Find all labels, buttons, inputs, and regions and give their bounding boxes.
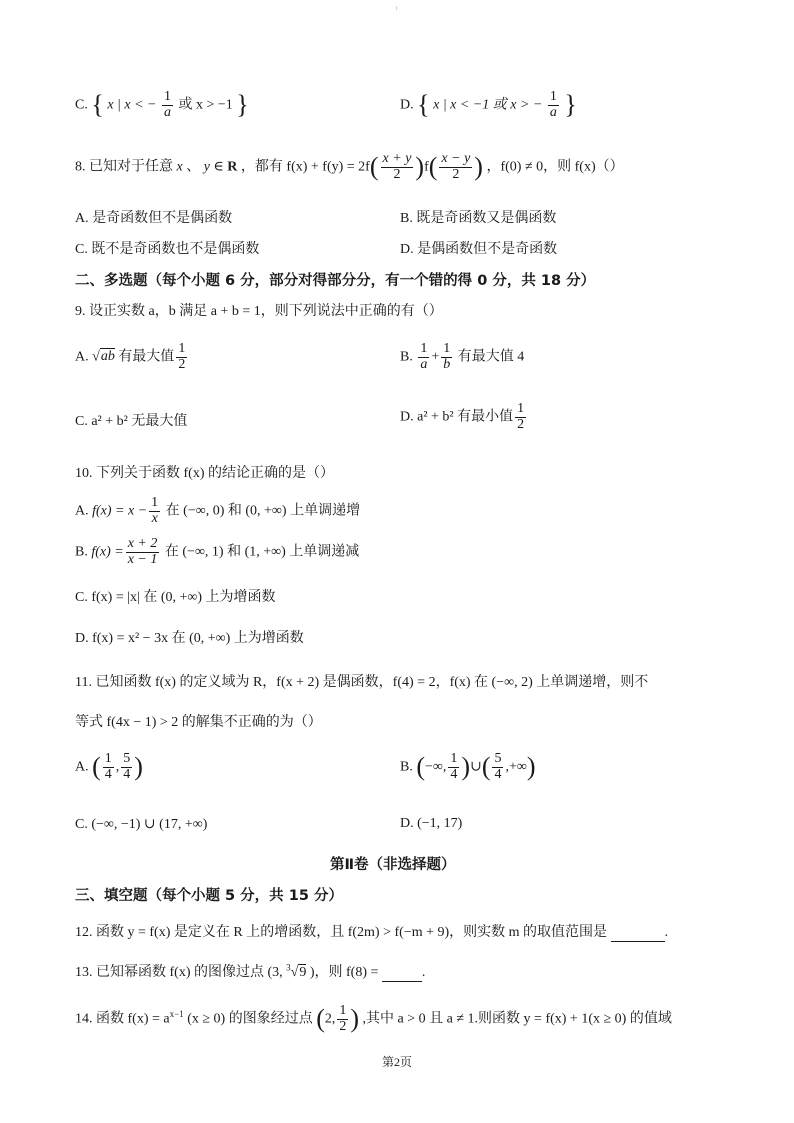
q11-option-b[interactable] [400, 752, 536, 782]
q13-radicand: 9 [299, 965, 307, 980]
paren-close: ) [474, 152, 483, 182]
q11-b-frac-2: $\frac{5}{4}$ [494, 751, 502, 782]
q8-stem-x: x [176, 159, 183, 175]
q9-d-text: a² + b² 有最小值 [417, 409, 514, 425]
q9-b-plus: + [431, 349, 440, 365]
q9-d-label: D. [400, 409, 414, 425]
q7-c-label: C. [75, 97, 88, 113]
q12-end: . [664, 925, 669, 940]
q13-text-a: 13. 已知幂函数 f(x) 的图像过点 (3, [75, 965, 283, 980]
q14 [75, 1004, 672, 1034]
section-2-heading: 二、多选题（每个小题 6 分，部分对得部分分，有一个错的得 0 分，共 18 分） [75, 273, 596, 289]
q14-sup: x−1 [169, 1008, 184, 1019]
q11-b-a: −∞, [425, 759, 447, 775]
q11-b-b: ,+∞ [505, 759, 527, 775]
q10-a-frac: $\frac{1}{x}$ [151, 495, 159, 526]
q10-option-a[interactable] [75, 496, 360, 526]
brace-open: { [417, 90, 430, 120]
paren-close: ) [461, 752, 471, 782]
q10-a-text: 在 (−∞, 0) 和 (0, +∞) 上单调递增 [165, 503, 361, 519]
q9-option-d[interactable] [400, 402, 528, 432]
q7-c-expr-a: x | x < − [107, 97, 157, 113]
q9-stem: 9. 设正实数 a，b 满足 a + b = 1，则下列说法中正确的有（） [75, 304, 443, 319]
brace-open: { [91, 90, 104, 120]
paren-open: ( [92, 752, 101, 782]
q9-c-label: C. [75, 414, 88, 429]
q10-a-label: A. [75, 503, 89, 519]
paren-close: ) [415, 152, 425, 182]
q9-a-text: 有最大值 [118, 349, 175, 365]
q11-a-frac-1: $\frac{1}{4}$ [104, 751, 112, 782]
q8-stem-d: f [424, 159, 429, 175]
q12 [75, 921, 668, 942]
q10-a-expr: f(x) = x − [92, 503, 148, 519]
q11-a-comma: , [115, 759, 120, 775]
section-3-heading: 三、填空题（每个小题 5 分，共 15 分） [75, 888, 343, 904]
q8-stem-b: 、 [186, 159, 201, 175]
q11-b-label: B. [400, 759, 413, 775]
brace-close: } [236, 90, 249, 120]
part-2-title: 第Ⅱ卷（非选择题） [330, 857, 456, 873]
q9-b-frac-2: $\frac{1}{b}$ [443, 341, 451, 372]
q8-frac-2: $\frac{x - y}{2}$ [441, 151, 471, 182]
q8-stem-R: R [227, 159, 238, 175]
q7-d-frac: $\frac{1}{a}$ [549, 89, 557, 120]
q7-c-expr-b: 或 x > −1 [178, 97, 233, 113]
q8-option-d[interactable]: D. 是偶函数但不是奇函数 [400, 242, 558, 257]
q9-a-label: A. [75, 349, 89, 365]
q9-c-text: a² + b² 无最大值 [91, 414, 188, 429]
q10-option-c[interactable]: C. f(x) = |x| 在 (0, +∞) 上为增函数 [75, 590, 276, 605]
paren-close: ) [350, 1004, 360, 1034]
q9-a-frac: $\frac{1}{2}$ [178, 341, 186, 372]
q12-text: 12. 函数 y = f(x) 是定义在 R 上的增函数，且 f(2m) > f(−m + 9)，则实数 m 的取值范围是 [75, 925, 608, 940]
q13-root-index: 3 [286, 962, 291, 973]
q11-stem-line1: 11. 已知函数 f(x) 的定义域为 R，f(x + 2) 是偶函数，f(4) = 2，f(x) 在 (−∞, 2) 上单调递增，则不 [75, 675, 649, 690]
paren-open: ( [481, 752, 491, 782]
paren-close: ) [134, 752, 143, 782]
q8-stem-y: y ∈ [203, 159, 228, 175]
q13-answer-blank[interactable] [382, 965, 422, 982]
q10-b-label: B. [75, 544, 88, 560]
q10-option-d[interactable]: D. f(x) = x² − 3x 在 (0, +∞) 上为增函数 [75, 631, 304, 646]
q11-option-d[interactable]: D. (−1, 17) [400, 816, 463, 831]
q11-a-frac-2: $\frac{5}{4}$ [123, 751, 131, 782]
q7-c-frac: $\frac{1}{a}$ [164, 89, 171, 120]
q8-num: 8. [75, 159, 86, 175]
q11-option-c[interactable]: C. (−∞, −1) ∪ (17, +∞) [75, 817, 208, 832]
q11-a-label: A. [75, 759, 89, 775]
q11-b-union: ∪ [470, 759, 482, 775]
q11-option-a[interactable] [75, 752, 143, 782]
q7-d-label: D. [400, 97, 414, 113]
q13-text-b: )，则 f(8) = [309, 965, 379, 980]
paren-open: ( [369, 152, 379, 182]
q8-stem-e: ，f(0) ≠ 0，则 f(x)（） [486, 159, 624, 175]
q10-option-b[interactable] [75, 537, 359, 567]
q9-d-frac: $\frac{1}{2}$ [517, 401, 525, 432]
q8-option-a[interactable]: A. 是奇函数但不是偶函数 [75, 211, 233, 226]
page-footer: 第2页 [382, 1055, 413, 1069]
paren-open: ( [428, 152, 438, 182]
q9-b-frac-1: $\frac{1}{a}$ [420, 341, 428, 372]
q14-pt-frac: $\frac{1}{2}$ [339, 1003, 347, 1034]
q14-pt-a: 2, [324, 1011, 336, 1027]
q9-b-label: B. [400, 349, 413, 365]
q10-b-expr: f(x) = [91, 544, 124, 560]
q13 [75, 961, 425, 982]
q8-stem-a: 已知对于任意 [89, 159, 173, 175]
paren-open: ( [416, 752, 426, 782]
q9-option-a[interactable] [75, 342, 189, 372]
q7-d-expr-a: x | x < −1 或 x > − [433, 97, 543, 113]
sqrt-sign: √ [92, 349, 100, 365]
q14-text-c: ,其中 a > 0 且 a ≠ 1.则函数 y = f(x) + 1(x ≥ 0) 的值域 [362, 1011, 672, 1027]
q9-b-text: 有最大值 4 [457, 349, 525, 365]
q10-b-frac: $\frac{x + 2}{x - 1}$ [127, 536, 158, 567]
q9-option-b[interactable] [400, 342, 524, 372]
q9-a-sqrt: ab [100, 349, 115, 365]
q7-option-c[interactable] [75, 90, 249, 120]
q12-answer-blank[interactable] [611, 925, 665, 942]
brace-close: } [564, 90, 577, 120]
q10-b-text: 在 (−∞, 1) 和 (1, +∞) 上单调递减 [164, 544, 360, 560]
q8-option-b[interactable]: B. 既是奇函数又是偶函数 [400, 211, 557, 226]
q14-text-b: (x ≥ 0) 的图象经过点 [187, 1011, 313, 1027]
top-mark: i [396, 6, 398, 12]
q8-stem-c: ，都有 f(x) + f(y) = 2f [240, 159, 370, 175]
q10-stem: 10. 下列关于函数 f(x) 的结论正确的是（） [75, 466, 334, 481]
q14-text-a: 14. 函数 f(x) = a [75, 1011, 170, 1027]
q7-option-d[interactable] [400, 90, 577, 120]
q8-option-c[interactable]: C. 既不是奇函数也不是偶函数 [75, 242, 260, 257]
q11-stem-line2: 等式 f(4x − 1) > 2 的解集不正确的为（） [75, 715, 322, 730]
q8-frac-1: $\frac{x + y}{2}$ [382, 151, 412, 182]
q9-option-c[interactable] [75, 410, 187, 430]
sqrt-sign: √ [290, 965, 299, 980]
q13-end: . [421, 965, 426, 980]
paren-open: ( [316, 1004, 325, 1034]
paren-close: ) [526, 752, 536, 782]
q8-stem [75, 152, 624, 182]
q11-b-frac-1: $\frac{1}{4}$ [450, 751, 458, 782]
